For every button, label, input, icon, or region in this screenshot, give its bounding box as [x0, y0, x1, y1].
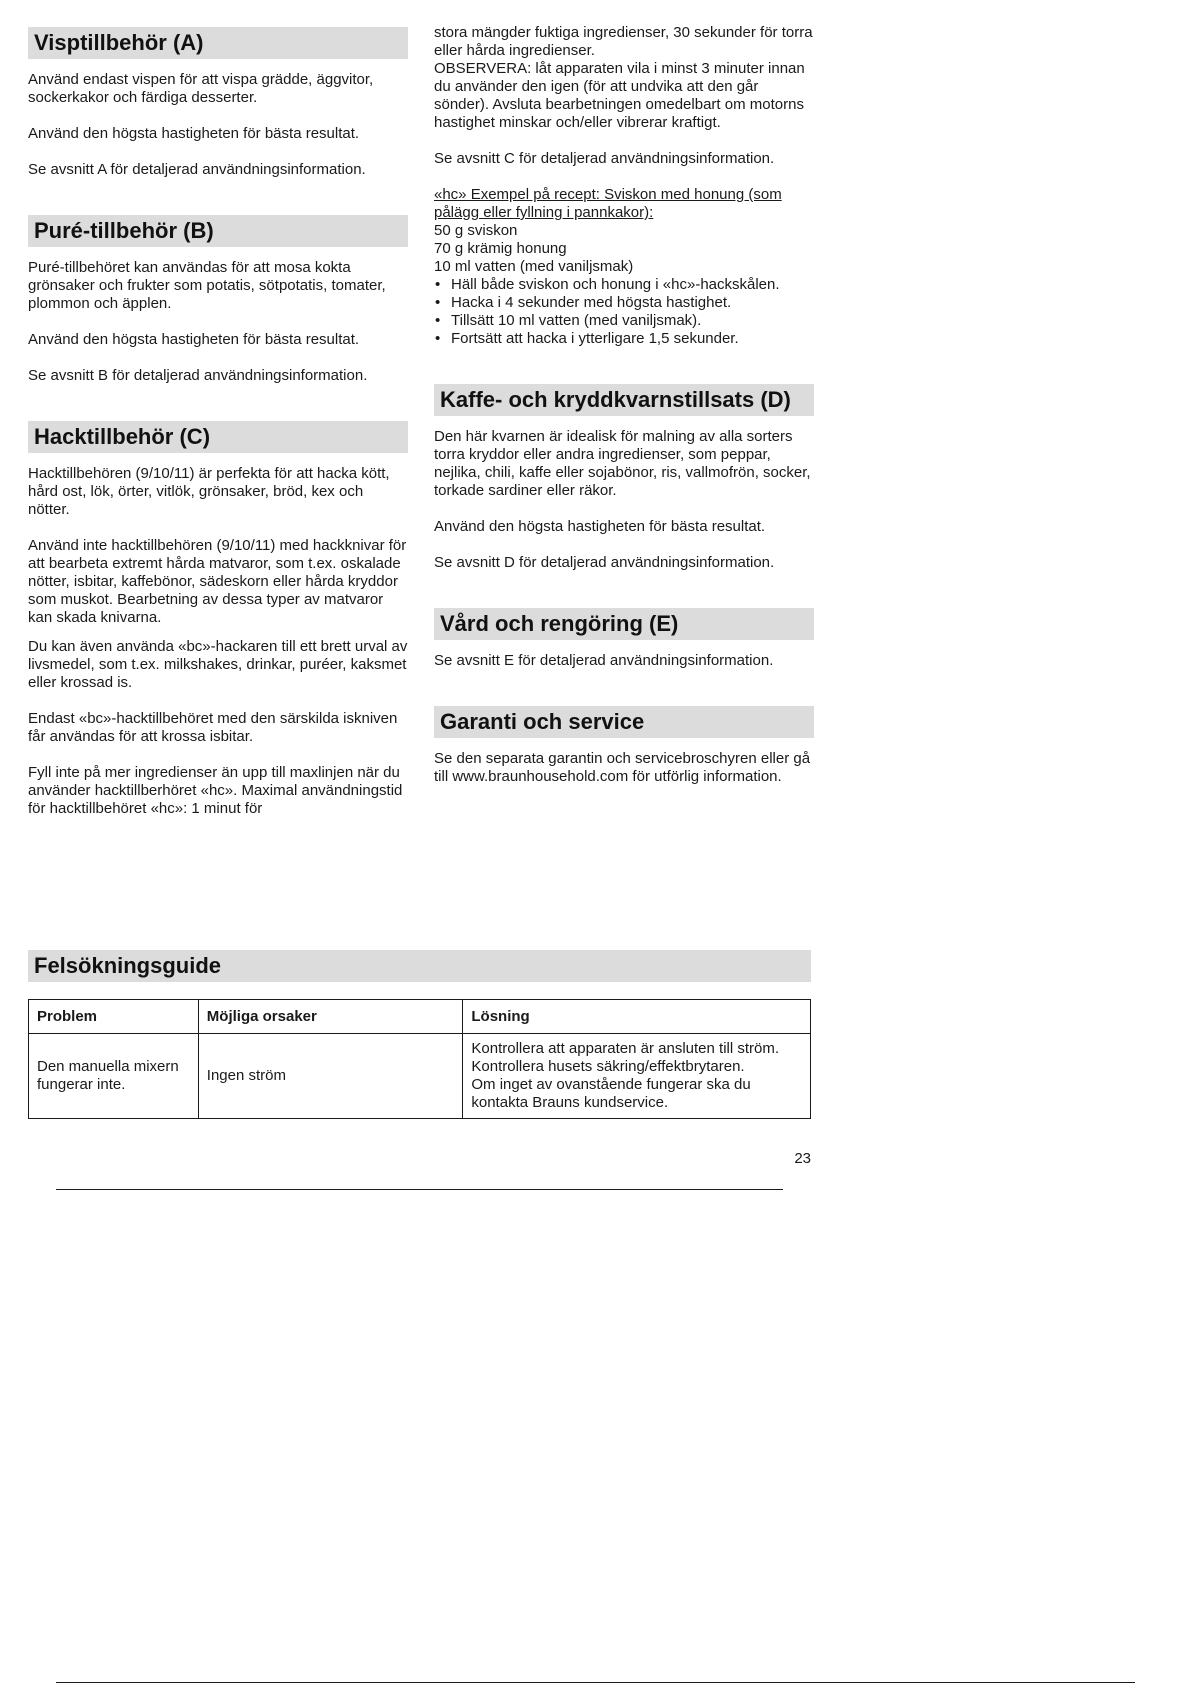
- cell-solution: [463, 1034, 811, 1119]
- chopper-bc-usage: Du kan även använda «bc»-hackaren till ett brett urval av livsmedel, som t.ex. milkshakes, drinkar, puréer, kaksmet eller krossad is.: [28, 638, 408, 691]
- column-header-problem: Problem: [29, 1000, 199, 1034]
- divider-line: [56, 1682, 1135, 1683]
- heading-care: Vård och rengöring (E): [434, 608, 814, 640]
- warranty-text: Se den separata garantin och servicebroschyren eller gå till www.braunhousehold.com för utförlig information.: [434, 750, 811, 785]
- solution-line: Kontrollera husets säkring/effektbrytaren.: [471, 1058, 745, 1075]
- recipe-step: • Hacka i 4 sekunder med högsta hastighet.: [434, 294, 814, 312]
- chopper-reference: Se avsnitt C för detaljerad användningsinformation.: [434, 150, 775, 167]
- heading-grinder: Kaffe- och kryddkvarnstillsats (D): [434, 384, 814, 416]
- section-warranty: [434, 706, 814, 786]
- recipe-step: • Tillsätt 10 ml vatten (med vaniljsmak).: [434, 312, 814, 330]
- table-row: [29, 1034, 811, 1119]
- right-column: [434, 24, 814, 804]
- troubleshooting-section: [28, 950, 811, 1119]
- section-puree: [28, 215, 408, 385]
- solution-line: Om inget av ovanstående fungerar ska du kontakta Brauns kundservice.: [471, 1076, 751, 1111]
- recipe-title: «hc» Exempel på recept: Sviskon med honung (som pålägg eller fyllning i pannkakor):: [434, 186, 782, 221]
- divider-line: [56, 1189, 783, 1190]
- heading-warranty: Garanti och service: [434, 706, 814, 738]
- puree-speed: Använd den högsta hastigheten för bästa resultat.: [28, 331, 360, 348]
- heading-puree: Puré-tillbehör (B): [28, 215, 408, 247]
- solution-line: Kontrollera att apparaten är ansluten till ström.: [471, 1040, 780, 1057]
- chopper-warning: Använd inte hacktillbehören (9/10/11) med hackknivar för att bearbeta extremt hårda matvaror, som t.ex. oskalade nötter, isbitar, kaffebönor, sädeskorn eller hårda kryddor som muskot. Bearbetning av dessa typer av matvaror kan skada knivarna.: [28, 537, 407, 626]
- chopper-usage: Hacktillbehören (9/10/11) är perfekta för att hacka kött, hård ost, lök, örter, vitlök, grönsaker, bröd, kex och nötter.: [28, 465, 390, 518]
- recipe-ingredient: 10 ml vatten (med vaniljsmak): [434, 258, 634, 275]
- heading-whisk: Visptillbehör (A): [28, 27, 408, 59]
- chopper-maxline: Fyll inte på mer ingredienser än upp till maxlinjen när du använder hacktillberhöret «hc». Maximal användningstid för hacktillbehöret «hc»: 1 minut för: [28, 764, 403, 817]
- whisk-usage: Använd endast vispen för att vispa grädde, äggvitor, sockerkakor och färdiga desserter.: [28, 71, 374, 106]
- grinder-usage: Den här kvarnen är idealisk för malning av alla sorters torra kryddor eller andra ingredienser, som peppar, nejlika, chili, kaffe eller sojabönor, ris, vallmofrön, socker, torkade sardiner eller räkor.: [434, 428, 811, 499]
- section-whisk: [28, 27, 408, 179]
- page-number: 23: [794, 1150, 811, 1167]
- chopper-ice: Endast «bc»-hacktillbehöret med den särskilda iskniven får användas för att krossa isbitar.: [28, 710, 398, 745]
- column-header-solution: Lösning: [463, 1000, 811, 1034]
- puree-reference: Se avsnitt B för detaljerad användningsinformation.: [28, 367, 368, 384]
- chopper-time-continuation: stora mängder fuktiga ingredienser, 30 sekunder för torra eller hårda ingredienser.: [434, 24, 813, 59]
- recipe: [434, 186, 814, 348]
- whisk-speed: Använd den högsta hastigheten för bästa resultat.: [28, 125, 360, 142]
- chopper-note: OBSERVERA: låt apparaten vila i minst 3 minuter innan du använder den igen (för att undvika att den går sönder). Avsluta bearbetningen omedelbart om motorns hastighet minskar och/eller vibrerar kraftigt.: [434, 60, 805, 131]
- left-column: [28, 27, 408, 818]
- section-chopper: [28, 421, 408, 818]
- troubleshooting-table: [28, 999, 811, 1119]
- whisk-reference: Se avsnitt A för detaljerad användningsinformation.: [28, 161, 366, 178]
- cell-problem: Den manuella mixern fungerar inte.: [29, 1034, 199, 1119]
- table-header-row: [29, 1000, 811, 1034]
- grinder-speed: Använd den högsta hastigheten för bästa resultat.: [434, 518, 766, 535]
- recipe-ingredient: 50 g sviskon: [434, 222, 518, 239]
- puree-usage: Puré-tillbehöret kan användas för att mosa kokta grönsaker och frukter som potatis, sötpotatis, tomater, plommon och äpplen.: [28, 259, 386, 312]
- heading-troubleshooting: Felsökningsguide: [28, 950, 811, 982]
- section-care: [434, 608, 814, 670]
- cell-cause: Ingen ström: [198, 1034, 463, 1119]
- heading-chopper: Hacktillbehör (C): [28, 421, 408, 453]
- recipe-ingredient: 70 g krämig honung: [434, 240, 567, 257]
- recipe-step: • Fortsätt att hacka i ytterligare 1,5 sekunder.: [434, 330, 814, 348]
- recipe-step: • Häll både sviskon och honung i «hc»-hackskålen.: [434, 276, 814, 294]
- recipe-steps: [434, 276, 814, 348]
- grinder-reference: Se avsnitt D för detaljerad användningsinformation.: [434, 554, 775, 571]
- section-grinder: [434, 384, 814, 572]
- column-header-causes: Möjliga orsaker: [198, 1000, 463, 1034]
- care-reference: Se avsnitt E för detaljerad användningsinformation.: [434, 652, 774, 669]
